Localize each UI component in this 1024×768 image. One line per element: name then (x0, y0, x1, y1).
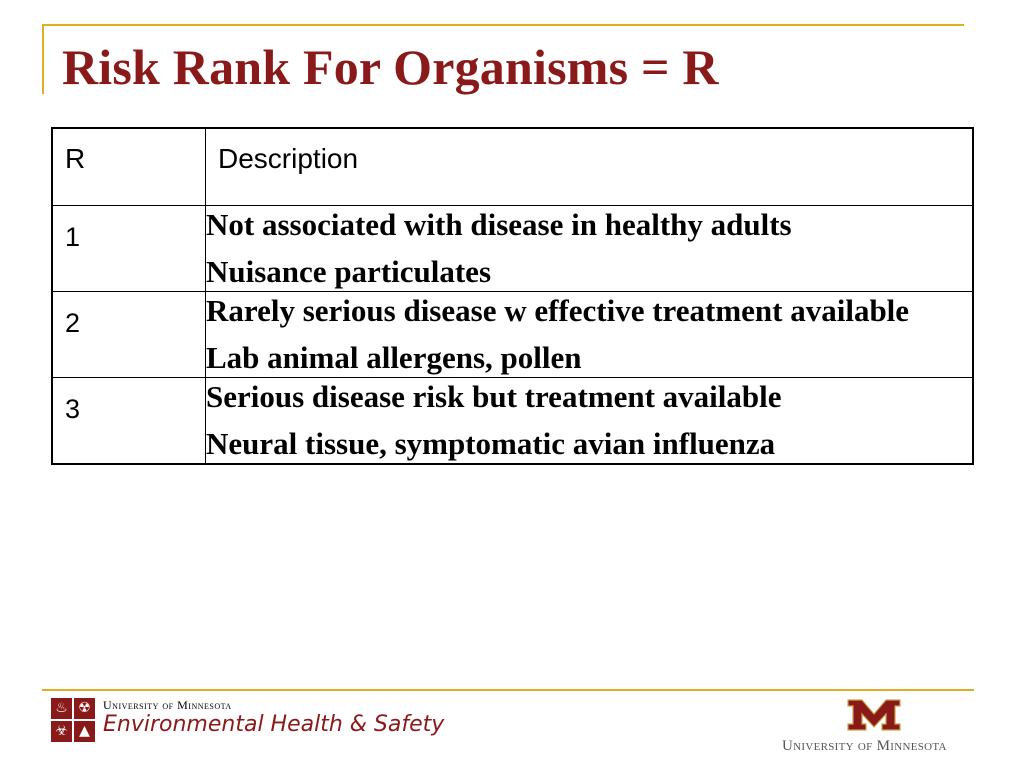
risk-rank-table (51, 127, 974, 465)
description-line: Not associated with disease in healthy adults (206, 207, 792, 242)
table-row (52, 206, 973, 292)
header-description (206, 128, 974, 206)
university-name: University of Minnesota (782, 738, 947, 754)
header-r (52, 128, 206, 206)
block-m-logo (846, 698, 902, 732)
table-row (52, 378, 973, 465)
biohazard-icon: ☣ (51, 721, 72, 742)
description-cell (206, 206, 974, 292)
description-cell (206, 292, 974, 378)
ehs-logo (51, 698, 481, 750)
slide-title: Risk Rank For Organisms = R (62, 39, 719, 95)
frame-left-rule (42, 24, 44, 94)
rank-value: 3 (65, 394, 81, 424)
warning-icon: ▲ (74, 721, 95, 742)
footer-university-small: University of Minnesota (103, 698, 232, 712)
fire-hazard-icon: ♨ (51, 698, 72, 719)
footer-rule (42, 689, 974, 691)
table-row (52, 292, 973, 378)
rank-cell (52, 206, 206, 292)
header-r-label: R (65, 143, 86, 174)
rank-cell (52, 378, 206, 465)
rank-value: 1 (65, 222, 81, 252)
university-logo (780, 698, 980, 758)
hazard-icon-grid (51, 698, 95, 742)
example-line: Neural tissue, symptomatic avian influenza (206, 426, 776, 461)
radiation-icon: ☢ (74, 698, 95, 719)
example-line: Nuisance particulates (206, 254, 492, 289)
description-line: Serious disease risk but treatment available (206, 379, 782, 414)
description-line: Rarely serious disease w effective treatment available (206, 293, 910, 328)
header-description-label: Description (218, 143, 359, 174)
table-header-row (52, 128, 973, 206)
example-line: Lab animal allergens, pollen (206, 340, 582, 375)
rank-value: 2 (65, 308, 81, 338)
frame-top-rule (42, 24, 964, 26)
rank-cell (52, 292, 206, 378)
department-name: Environmental Health & Safety (103, 712, 445, 737)
description-cell (206, 378, 974, 465)
